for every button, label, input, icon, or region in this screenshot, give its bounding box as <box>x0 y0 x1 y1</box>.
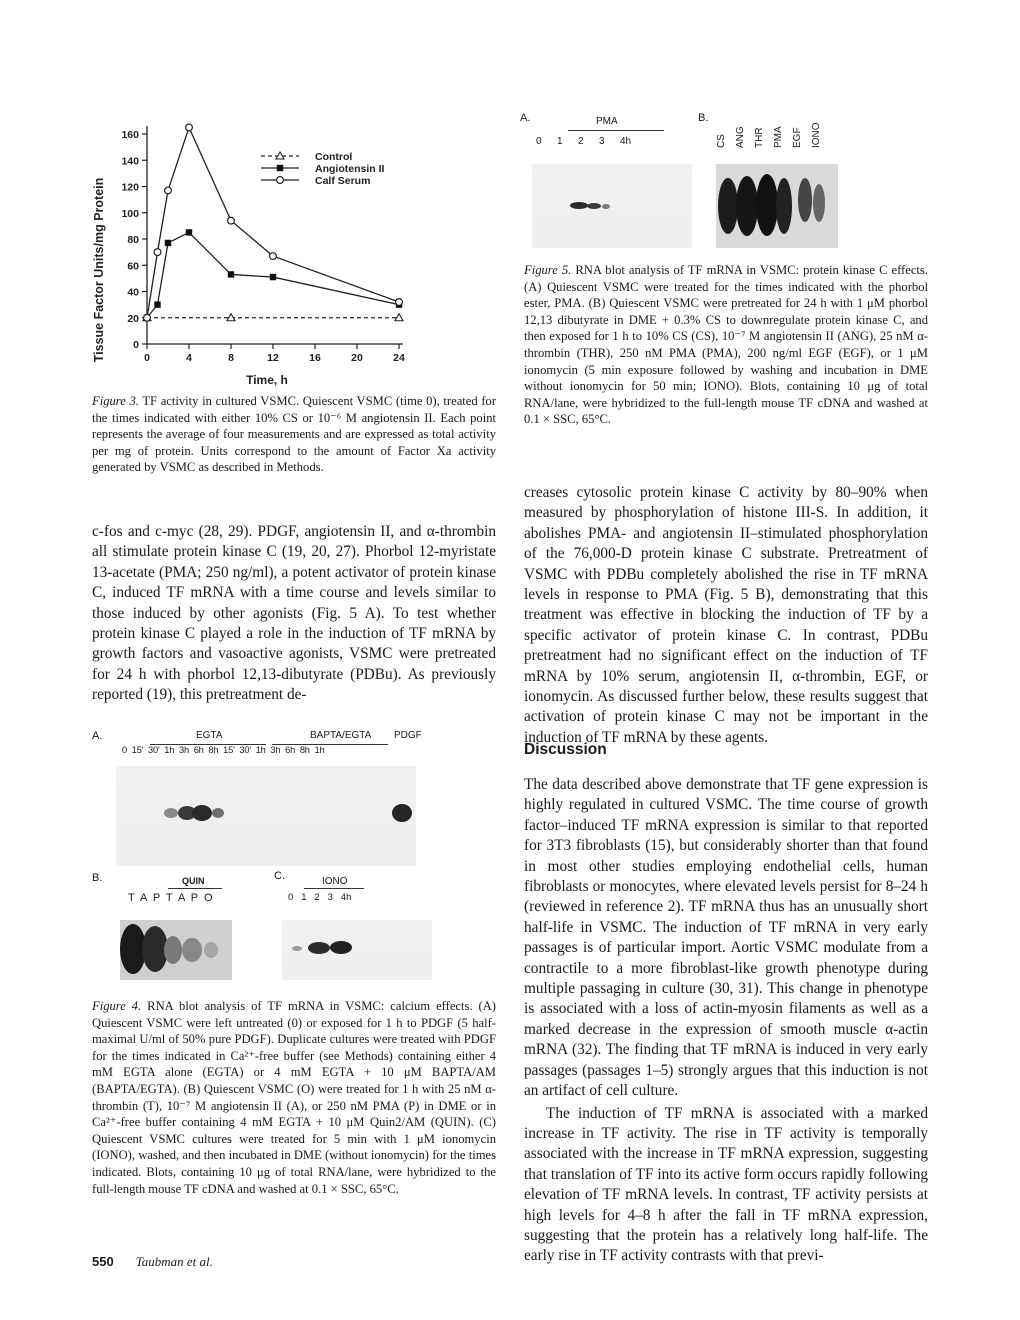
data-point-angiotensin-ii <box>186 229 192 235</box>
legend-marker <box>277 177 284 184</box>
caption-text: RNA blot analysis of TF mRNA in VSMC: protein kinase C effects. (A) Quiescent VSMC were treated for the times indicated with the phorbol ester, PMA. (B) Quiescent VSMC were pretreated for 24 h with 1 μM phorbol 12,13 dibutyrate in DME + 0.3% CS to downregulate protein kinase C, and then exposed for 1 h to 10% CS (CS), 10⁻⁷ M angiotensin II (ANG), 25 nM α-thrombin (THR), 250 nM PMA (PMA), 200 ng/ml EGF (EGF), or 1 μM ionomycin (5 min exposure followed by washing and incubation in DME without ionomycin for 50 min; IONO). Blots, containing 10 μg of total RNA/lane, were hybridized to the full-length mouse TF cDNA and washed at 0.1 × SSC, 65°C. <box>524 263 928 427</box>
legend-label: Control <box>315 151 353 163</box>
series-line-calf-serum <box>147 127 399 317</box>
x-tick-label: 20 <box>351 352 363 364</box>
x-tick-label: 12 <box>267 352 279 364</box>
panel-b-lanes <box>716 110 846 152</box>
data-point-calf-serum <box>396 299 403 306</box>
y-tick-label: 20 <box>127 312 139 325</box>
data-point-calf-serum <box>228 217 235 224</box>
panel-b-lanes: T A P T A P O <box>128 892 213 904</box>
lane-label: 3 <box>599 136 605 147</box>
panel-b-title: QUIN <box>182 876 205 886</box>
right-body-text: creases cytosolic protein kinase C activity by 80–90% when measured by phosphorylation of histone III-S. In addition, it abolishes PMA- and angiotensin II–stimulated phosphorylation of the 76,000-D protein kinase C substrate. Pretreatment of VSMC with PDBu completely abolished the rise in TF mRNA levels in response to PMA (Fig. 5 B), demonstrating that this treatment was effective in blocking the induction of TF by a specific activator of protein kinase C. In contrast, PDBu pretreatment had no significant effect on the induction of TF mRNA by 10% serum, angiotensin II, α-thrombin, EGF, or ionomycin. As discussed further below, these results suggest that activation of protein kinase C may not be important in the induction of TF mRNA by these agents. <box>524 484 928 746</box>
legend-label: Calf Serum <box>315 175 371 187</box>
lane-label: IONO <box>811 122 822 148</box>
panel-c-rule <box>304 888 364 889</box>
y-tick-label: 100 <box>121 207 139 220</box>
page-number: 550 <box>92 1254 114 1269</box>
discussion-heading: Discussion <box>524 741 607 758</box>
x-tick-label: 24 <box>393 352 405 364</box>
data-point-calf-serum <box>270 253 277 260</box>
group-egta: EGTA <box>196 730 223 741</box>
panel-a-label: A. <box>92 730 103 742</box>
axes <box>121 126 405 364</box>
panel-b-blot <box>716 164 838 248</box>
group-pdgf: PDGF <box>394 730 422 741</box>
discussion-text <box>524 775 928 1267</box>
lane-label: ANG <box>735 126 746 148</box>
series-calf-serum <box>144 124 403 321</box>
y-tick-label: 120 <box>121 181 139 194</box>
series-angiotensin-ii <box>144 229 402 321</box>
x-tick-label: 16 <box>309 352 321 364</box>
legend <box>261 151 384 187</box>
lane-label: EGF <box>792 127 803 148</box>
lane-label: 2 <box>578 136 584 147</box>
lane-label: THR <box>754 127 765 148</box>
caption-text: TF activity in cultured VSMC. Quiescent VSMC (time 0), treated for the times indicated with either 10% CS or 10⁻⁶ M angiotensin II. Each point represents the average of four measurements and are expressed as total activity per mg of protein. Units correspond to the amount of Factor Xa activity generated by VSMC as described in Methods. <box>92 394 497 475</box>
left-body-text: c-fos and c-myc (28, 29). PDGF, angiotensin II, and α-thrombin all stimulate protein kinase C (19, 20, 27). Phorbol 12-myristate 13-acetate (PMA; 250 ng/ml), a potent activator of protein kinase C, induced TF mRNA with a time course and levels similar to those induced by other agonists (Fig. 5 A). To test whether protein kinase C played a role in the induction of TF mRNA by growth factors and vasoactive agonists, VSMC were pretreated for 24 h with phorbol 12,13-dibutyrate (PDBu). As previously reported (19), this pretreatment de- <box>92 523 496 704</box>
figure4 <box>92 724 432 988</box>
caption-text: RNA blot analysis of TF mRNA in VSMC: calcium effects. (A) Quiescent VSMC were left untreated (0) or exposed for 1 h to PDGF (5 half-maximal U/ml of 50% pure PDGF). Duplicate cultures were treated with PDGF for the times indicated in Ca²⁺-free buffer (see Methods) containing either 4 mM EGTA alone (EGTA) or 4 mM EGTA + 10 μM BAPTA/AM (BAPTA/EGTA). (B) Quiescent VSMC (O) were treated for 1 h with 25 nM α-thrombin (T), 10⁻⁷ M angiotensin II (A), or 250 nM PMA (P) in DME or in Ca²⁺-free buffer containing 4 mM EGTA + 10 μM Quin2/AM (QUIN). (C) Quiescent VSMC cultures were treated for 5 min with 1 μM ionomycin (IONO), washed, and then incubated in DME (without ionomycin) for the times indicated. Blots, containing 10 μg of total RNA/lane, were hybridized to the full-length mouse TF cDNA and washed at 0.1 × SSC, 65°C. <box>92 999 496 1196</box>
data-point-angiotensin-ii <box>154 301 160 307</box>
panel-c-title: IONO <box>322 876 348 887</box>
panel-a-lanes <box>536 136 686 150</box>
panel-a-title: PMA <box>596 116 618 127</box>
y-tick-label: 0 <box>133 339 139 351</box>
x-tick-label: 4 <box>186 352 192 364</box>
plot-area <box>143 124 403 321</box>
caption-label: Figure 5. <box>524 263 572 277</box>
lane-label: PMA <box>773 126 784 148</box>
y-tick-label: 80 <box>127 234 139 246</box>
data-point-angiotensin-ii <box>165 240 171 246</box>
panel-a-blot <box>116 766 416 866</box>
data-point-angiotensin-ii <box>270 274 276 280</box>
legend-label: Angiotensin II <box>315 163 385 175</box>
y-tick-label: 140 <box>121 155 139 168</box>
data-point-calf-serum <box>154 249 161 256</box>
running-author: Taubman et al. <box>135 1254 213 1269</box>
x-tick-label: 0 <box>144 352 150 364</box>
lane-label: CS <box>716 134 727 148</box>
discussion-para-2: The induction of TF mRNA is associated with a marked increase in TF activity. The rise in TF activity is temporally associated with the increase in TF mRNA expression, suggesting that translation of TF into its active form occurs rapidly following elevation of TF mRNA levels. In contrast, TF activity persists at high levels for 4–8 h after the fall in TF mRNA expression, suggesting that the protein has a relatively long half-life. The early rise in TF activity contrasts with that previ- <box>524 1104 928 1265</box>
figure5 <box>520 110 940 260</box>
figure5-caption <box>524 262 928 428</box>
data-point-calf-serum <box>165 187 172 194</box>
y-tick-label: 160 <box>121 129 139 141</box>
panel-b-rule <box>168 888 222 889</box>
y-tick-label: 60 <box>127 260 139 273</box>
figure3-caption <box>92 393 496 476</box>
data-point-calf-serum <box>186 124 193 131</box>
legend-entry-calf-serum <box>261 175 370 187</box>
panel-c-label: C. <box>274 870 285 882</box>
data-point-angiotensin-ii <box>228 271 234 277</box>
series-control <box>143 314 403 321</box>
panel-a-label: A. <box>520 112 531 124</box>
panel-c-blot <box>282 920 432 980</box>
caption-label: Figure 3. <box>92 394 139 408</box>
group-bapta: BAPTA/EGTA <box>310 730 372 741</box>
lane-label: 0 <box>536 136 542 147</box>
panel-b-blot <box>120 920 232 980</box>
panel-a-rule <box>568 130 664 131</box>
panel-a-lanes: 0 15' 30' 1h 3h 6h 8h 15' 30' 1h 3h 6h 8h 1h <box>122 745 325 755</box>
lane-label: 4h <box>620 136 632 147</box>
y-tick-label: 40 <box>127 286 139 299</box>
data-point-calf-serum <box>144 314 151 321</box>
panel-b-label: B. <box>698 112 709 124</box>
panel-c-lanes: 0 1 2 3 4h <box>288 892 352 903</box>
page-footer <box>92 1253 213 1271</box>
panel-a-blot <box>532 164 692 248</box>
discussion-para-1: The data described above demonstrate that TF gene expression is highly regulated in cultured VSMC. The time course of growth factor–induced TF mRNA expression is similar to that reported for 3T3 fibroblasts (15), but considerably shorter than that found in most other studies employing endothelial cells, human fibroblasts or monocytes, where elevated levels persist for 8–24 h (reviewed in reference 2). TF mRNA thus has an unusually short half-life in VSMC. The induction of TF mRNA in very early passages is of particular import. Aortic VSMC modulate from a contractile to a more fibroblast-like growth phenotype during multiple passaging in culture (30, 31). This change in phenotype is associated with a loss of actin-myosin filaments as well as a marked decrease in the expression of smooth muscle α-actin mRNA (32). The finding that TF mRNA is induced in very early passages (passages 1–5) strongly argues that this induction is not an artifact of cell culture. <box>524 776 928 1100</box>
figure4-caption <box>92 998 496 1197</box>
legend-entry-control <box>261 151 352 163</box>
legend-entry-angiotensin-ii <box>261 163 384 175</box>
lane-label: 1 <box>557 136 563 147</box>
caption-label: Figure 4. <box>92 999 142 1013</box>
figure3-chart <box>85 98 425 398</box>
x-axis-label: Time, h <box>246 373 288 387</box>
y-axis-label: Tissue Factor Units/mg Protein <box>92 177 106 363</box>
data-point-control <box>395 314 403 321</box>
legend-marker <box>277 165 283 171</box>
panel-b-label: B. <box>92 872 103 884</box>
x-tick-label: 8 <box>228 352 234 364</box>
